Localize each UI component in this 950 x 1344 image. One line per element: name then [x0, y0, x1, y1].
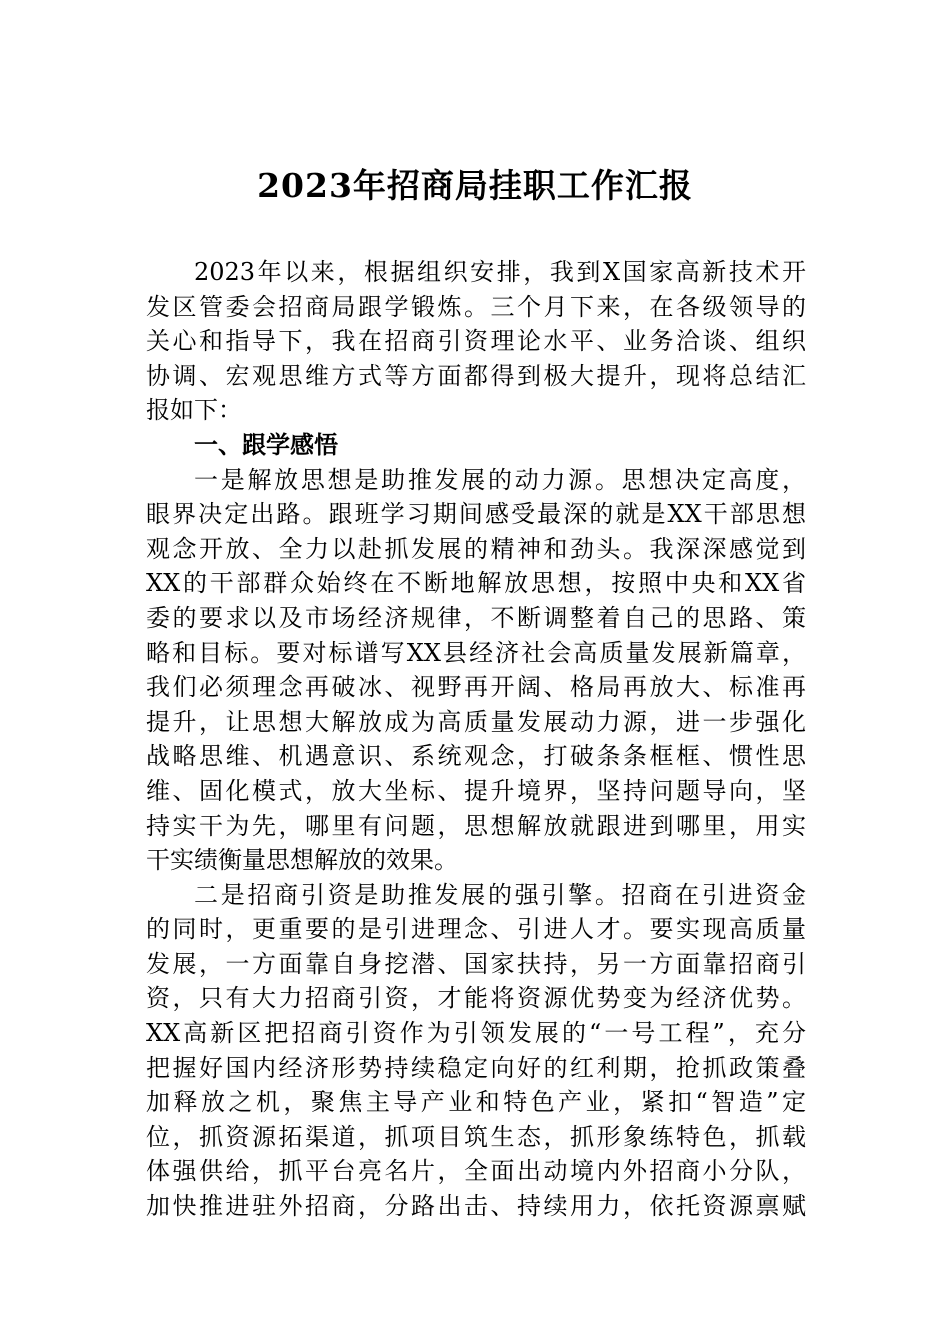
para2-line: 的同时，更重要的是引进理念、引进人才。要实现高质量	[146, 915, 806, 944]
para2-line: 发展，一方面靠自身挖潜、国家扶持，另一方面靠招商引	[146, 949, 806, 978]
para1-line: 干实绩衡量思想解放的效果。	[146, 846, 458, 875]
para2-line: 位，抓资源拓渠道，抓项目筑生态，抓形象练特色，抓载	[146, 1122, 806, 1151]
document-body	[146, 255, 806, 1224]
para2-line: 把握好国内经济形势持续稳定向好的红利期，抢抓政策叠	[146, 1053, 806, 1082]
para1-line: 眼界决定出路。跟班学习期间感受最深的就是XX干部思想	[146, 500, 806, 529]
section-heading: 一、跟学感悟	[194, 430, 338, 459]
para2-line: 二是招商引资是助推发展的强引擎。招商在引进资金	[194, 880, 806, 909]
para1-line: 持实干为先，哪里有问题，思想解放就跟进到哪里，用实	[146, 811, 806, 840]
intro-line: 关心和指导下，我在招商引资理论水平、业务洽谈、组织	[146, 327, 806, 356]
para2-line: 加快推进驻外招商，分路出击、持续用力，依托资源禀赋	[146, 1192, 806, 1221]
para1-line: 委的要求以及市场经济规律，不断调整着自己的思路、策	[146, 603, 806, 632]
para2-line: XX高新区把招商引资作为引领发展的“一号工程”，充分	[146, 1019, 806, 1048]
para1-line: 提升，让思想大解放成为高质量发展动力源，进一步强化	[146, 707, 806, 736]
intro-line: 2023年以来，根据组织安排，我到X国家高新技术开	[194, 258, 806, 286]
intro-line: 协调、宏观思维方式等方面都得到极大提升，现将总结汇	[146, 361, 806, 390]
para2-line: 资，只有大力招商引资，才能将资源优势变为经济优势。	[146, 984, 806, 1013]
para1-line: 观念开放、全力以赴抓发展的精神和劲头。我深深感觉到	[146, 534, 806, 563]
para1-line: XX的干部群众始终在不断地解放思想，按照中央和XX省	[146, 569, 806, 598]
para1-line: 一是解放思想是助推发展的动力源。思想决定高度，	[194, 465, 806, 494]
para1-line: 略和目标。要对标谱写XX县经济社会高质量发展新篇章，	[146, 638, 806, 667]
intro-line: 发区管委会招商局跟学锻炼。三个月下来，在各级领导的	[146, 292, 806, 321]
para1-line: 维、固化模式，放大坐标、提升境界，坚持问题导向，坚	[146, 776, 806, 805]
intro-line: 报如下：	[146, 396, 242, 425]
para1-line: 我们必须理念再破冰、视野再开阔、格局再放大、标准再	[146, 673, 806, 702]
document-title: 2023年招商局挂职工作汇报	[257, 166, 693, 205]
para2-line: 体强供给，抓平台亮名片，全面出动境内外招商小分队，	[146, 1157, 806, 1186]
para1-line: 战略思维、机遇意识、系统观念，打破条条框框、惯性思	[146, 742, 806, 771]
para2-line: 加释放之机，聚焦主导产业和特色产业，紧扣“智造”定	[146, 1088, 806, 1117]
